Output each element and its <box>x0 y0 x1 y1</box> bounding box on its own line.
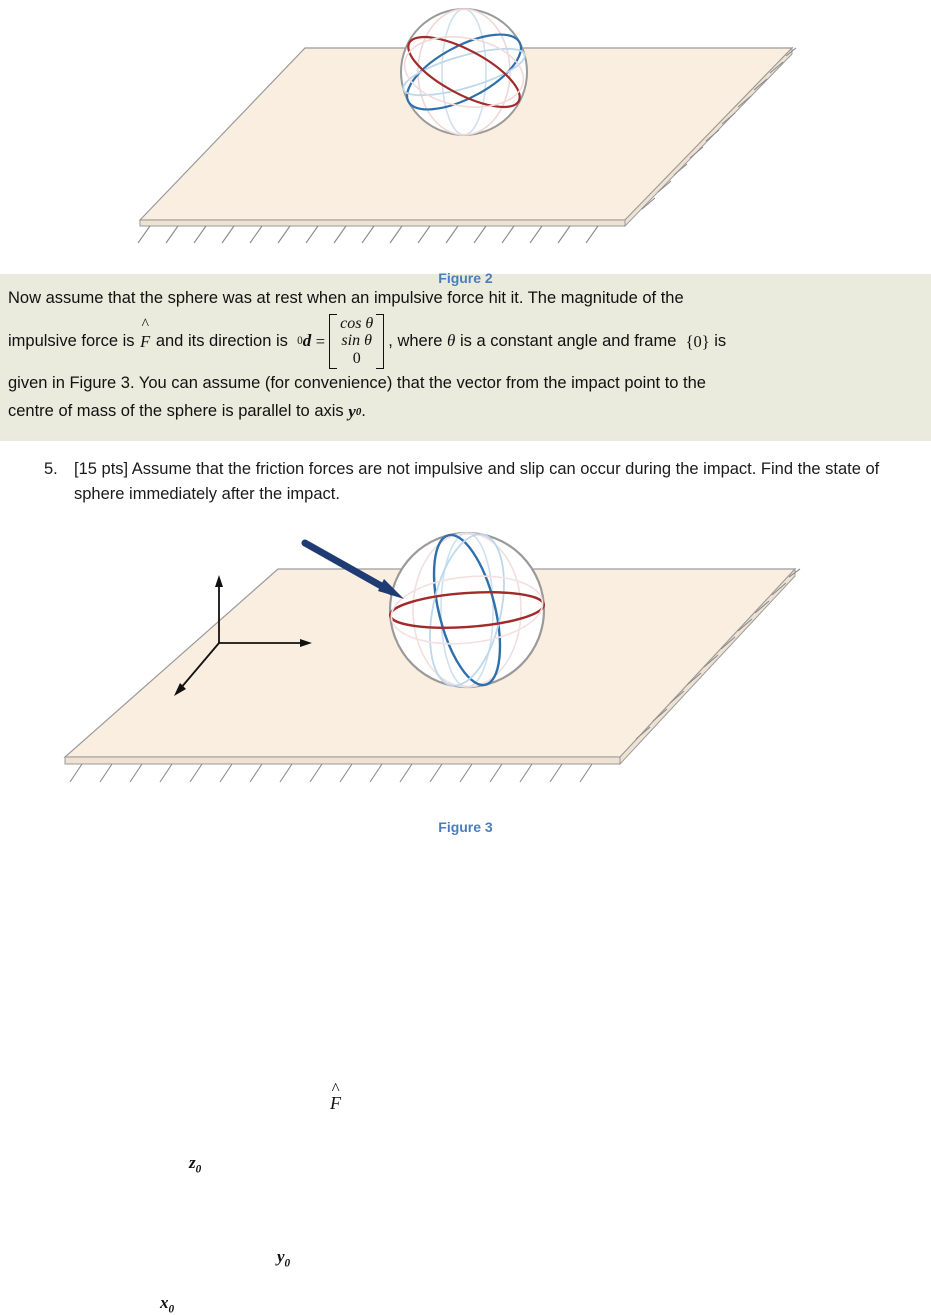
question-5-number: 5. <box>44 460 58 479</box>
equals-sign: = <box>315 331 326 351</box>
matrix-row-0: cos θ <box>340 314 374 332</box>
matrix-left-bracket <box>329 314 337 370</box>
paragraph-line-4-text: centre of mass of the sphere is parallel to axis <box>8 402 344 421</box>
paragraph-line-4-period: . <box>361 402 366 421</box>
paragraph-line-1: Now assume that the sphere was at rest when an impulsive force hit it. The magnitude of the <box>8 289 684 307</box>
figure-3 <box>0 507 931 1315</box>
figure-3-graphic <box>0 507 931 817</box>
axis-x0-label: $x_0$ <box>160 1292 175 1315</box>
paragraph-line-3: given in Figure 3. You can assume (for convenience) that the vector from the impact point to the <box>8 374 706 393</box>
frame-zero-label: {0} <box>685 331 710 351</box>
paragraph-line-2-text-4: is a constant angle and frame <box>459 331 677 350</box>
direction-vector-symbol: d <box>302 331 312 351</box>
figure-2 <box>0 0 931 286</box>
paragraph-line-2-text-2: and its direction is <box>155 331 288 350</box>
assumption-paragraph <box>0 274 931 441</box>
axis-y0-subscript: 0 <box>355 405 362 418</box>
paragraph-line-2-text-3: , where <box>388 331 443 350</box>
question-5-text: [15 pts] Assume that the friction forces are not impulsive and slip can occur during the impact. Find the state of sphere immediately after the impact. <box>74 460 880 503</box>
paragraph-line-4 <box>8 399 923 425</box>
axis-y0-label: $y_0$ <box>277 1246 291 1270</box>
axis-z0-label: $z_0$ <box>189 1152 202 1176</box>
question-5 <box>0 457 931 507</box>
figure-2-caption: Figure 2 <box>438 270 493 286</box>
direction-matrix <box>329 314 384 370</box>
matrix-row-2: 0 <box>352 350 361 368</box>
paragraph-line-2-text-1: impulsive force is <box>8 331 135 350</box>
matrix-right-bracket <box>376 314 384 370</box>
theta-symbol: θ <box>446 331 456 351</box>
axis-y0-symbol: y <box>348 401 356 421</box>
direction-presuperscript: 0 <box>297 334 303 347</box>
force-magnitude-symbol: ^ F <box>139 329 151 355</box>
figure-2-graphic <box>0 0 931 262</box>
matrix-row-1: sin θ <box>341 332 372 350</box>
paragraph-line-2-text-5: is <box>714 331 727 350</box>
figure-3-caption: Figure 3 <box>438 818 493 835</box>
force-label: ^ F <box>329 1093 342 1114</box>
paragraph-line-2 <box>8 314 923 370</box>
